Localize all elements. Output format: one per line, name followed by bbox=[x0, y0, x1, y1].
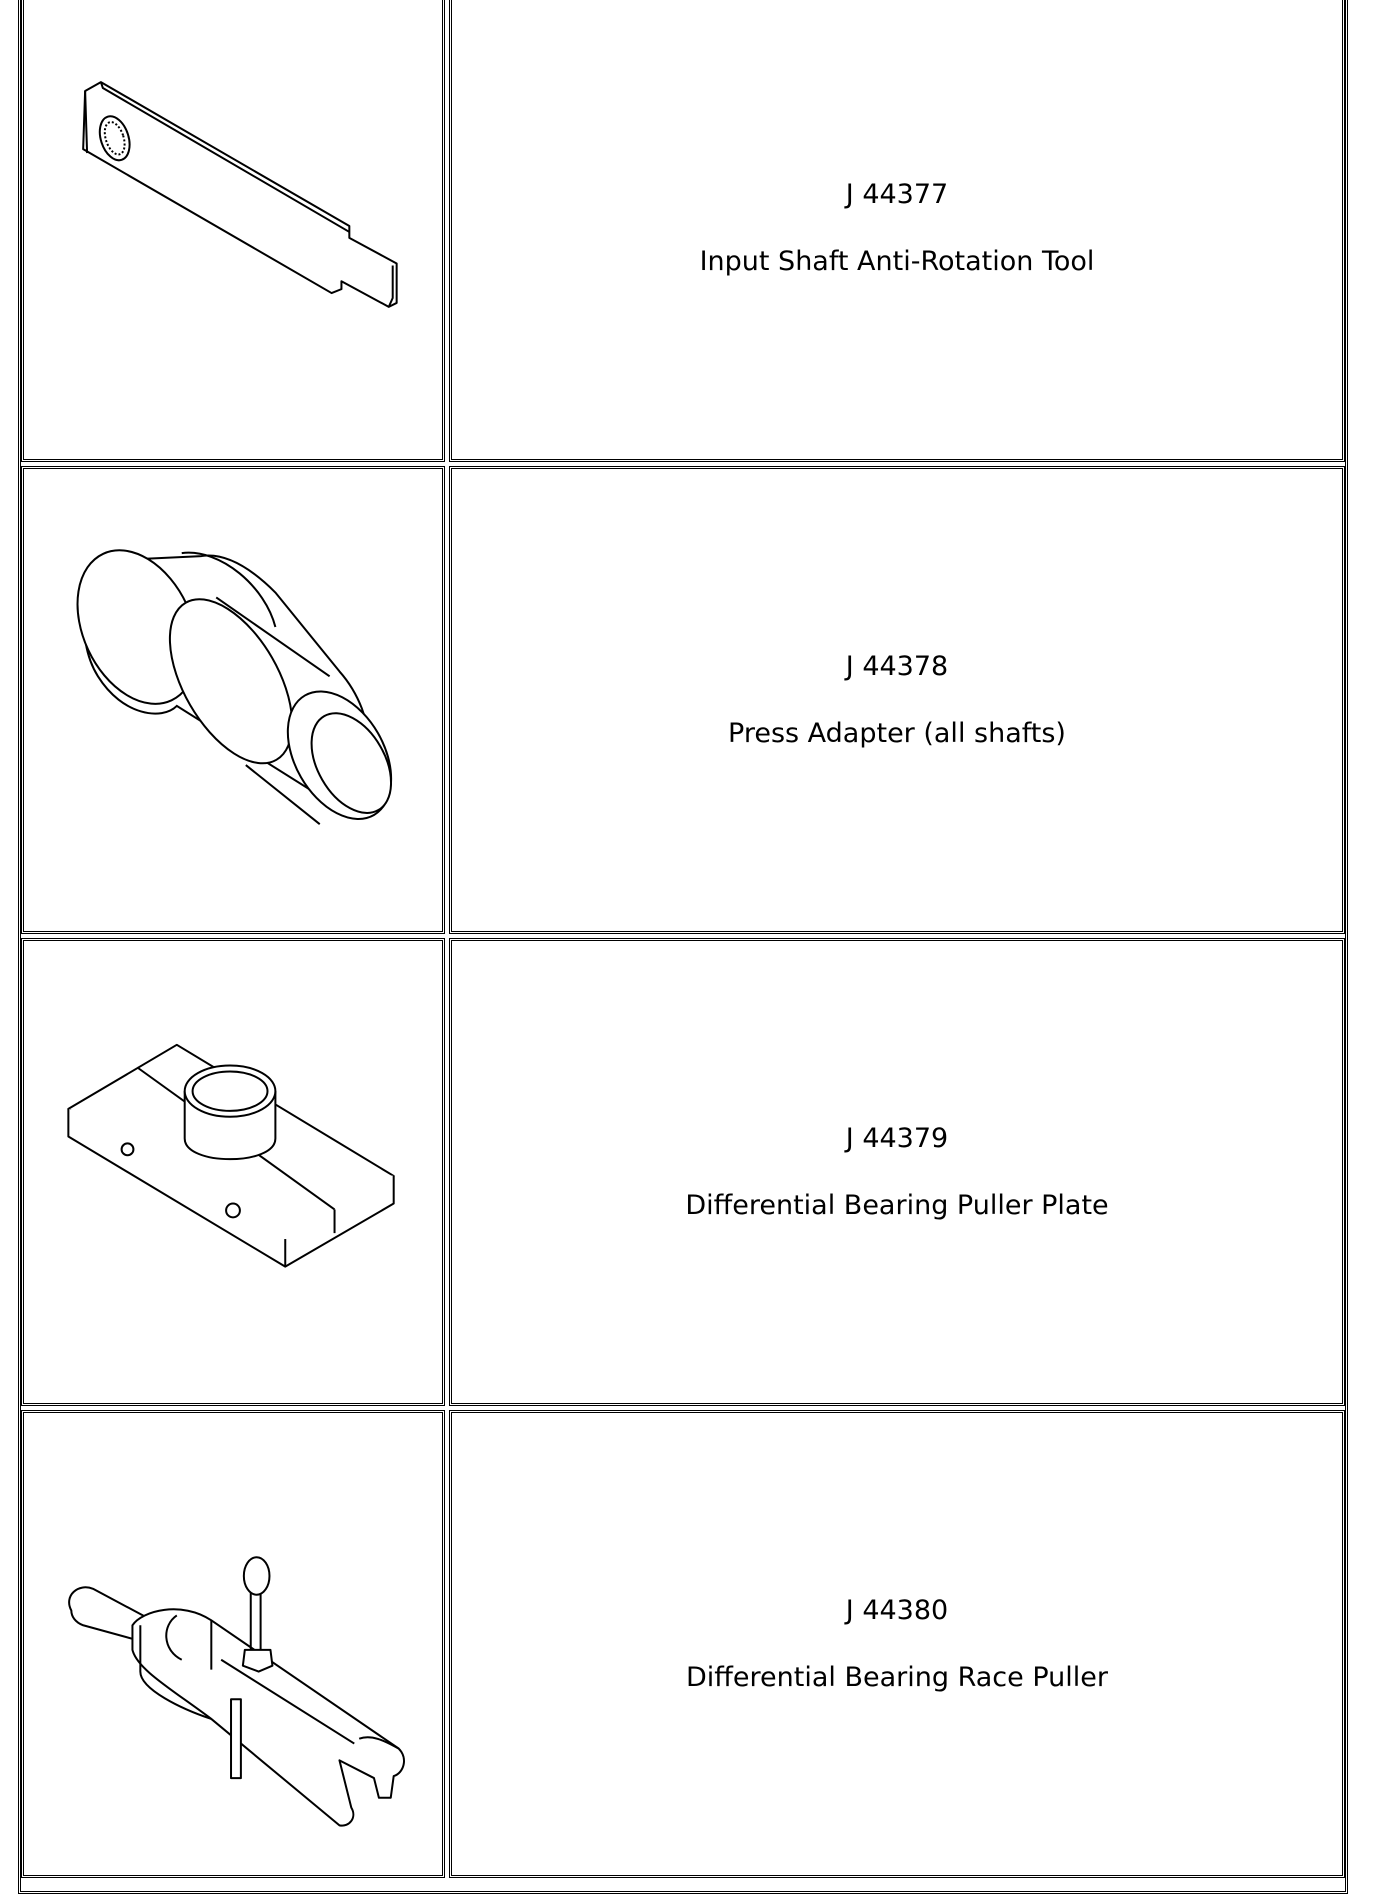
puller-plate-icon bbox=[24, 941, 442, 1403]
anti-rotation-bar-icon bbox=[24, 0, 442, 459]
tool-name: Press Adapter (all shafts) bbox=[728, 718, 1066, 749]
table-row bbox=[21, 938, 1345, 1406]
press-adapter-icon bbox=[24, 469, 442, 931]
tool-number: J 44377 bbox=[845, 179, 949, 210]
table-row bbox=[21, 1410, 1345, 1878]
tool-illustration-cell bbox=[21, 1410, 445, 1878]
tool-illustration-cell bbox=[21, 938, 445, 1406]
tool-name: Input Shaft Anti-Rotation Tool bbox=[699, 246, 1095, 277]
tool-description-cell bbox=[449, 1410, 1345, 1878]
tool-illustration-cell bbox=[21, 466, 445, 934]
tool-number: J 44379 bbox=[845, 1123, 949, 1154]
tool-number: J 44380 bbox=[845, 1595, 949, 1626]
tool-number: J 44378 bbox=[845, 651, 949, 682]
tool-name: Differential Bearing Puller Plate bbox=[685, 1190, 1109, 1221]
tool-description-cell bbox=[449, 466, 1345, 934]
tool-description-cell bbox=[449, 0, 1345, 462]
tool-description-cell bbox=[449, 938, 1345, 1406]
race-puller-icon bbox=[24, 1413, 442, 1875]
table-row bbox=[21, 0, 1345, 462]
tool-name: Differential Bearing Race Puller bbox=[686, 1662, 1108, 1693]
table-row bbox=[21, 466, 1345, 934]
tool-illustration-cell bbox=[21, 0, 445, 462]
